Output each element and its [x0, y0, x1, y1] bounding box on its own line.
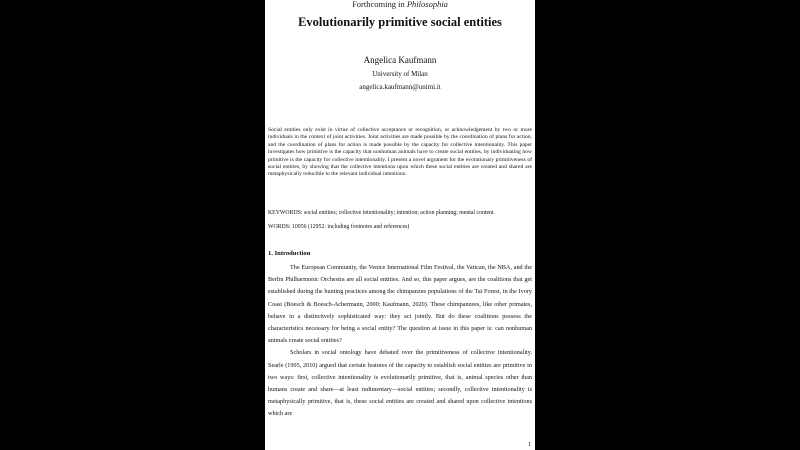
author-affiliation: University of Milan — [372, 70, 428, 78]
abstract: Social entities only exist in virtue of collective acceptance or recognition, or acknowledgement by two or more individuals in the context of joint activities. Joint activities are made possible by the coordination of plans for action, and the coordination of plans for action is made possible by the capacity for collective intentionality. This paper investigates how primitive is the capacity that nonhuman animals have to create social entities, by individuating how primitive is the capacity for collective intentionality. I present a novel argument for the evolutionary primitiveness of social entities, by showing that the collective intentions upon which these social entities are created and shared are metaphysically reducible to the relevant individual intentions. — [268, 127, 532, 178]
forthcoming-line — [265, 0, 535, 9]
author-name: Angelica Kaufmann — [363, 55, 437, 65]
journal-name: Philosophia — [406, 0, 448, 9]
document-page — [265, 0, 535, 450]
paragraph: Scholars in social ontology have debated over the primitiveness of collective intentionality. Searle (1995, 2010) argued that certain features of the capacity to establish social entities are primitive in two ways: first, collective intentionality is evolutionarily primitive, that is, animal species other than humans create and share—at least rudimentary—social entities; secondly, collective intentionality is metaphysically primitive, that is, these social entities are created and shared upon collective intentions which are — [268, 349, 532, 418]
keywords: KEYWORDS: social entities; collective intentionality; intention; action planning; mental content. — [268, 210, 495, 216]
section-heading-introduction: 1. Introduction — [268, 250, 311, 257]
word-count: WORDS: 10956 (12952: including footnotes and references) — [268, 224, 410, 230]
author-email: angelica.kaufmann@unimi.it — [359, 83, 441, 91]
paragraph: The European Community, the Venice International Film Festival, the Vatican, the NBA, and the Berlin Philharmonic Orchestra are all social entities. And so, this paper argues, are the coalitions that get established during the hunting practices among the chimpanzee populations of the Taï Forest, in the Ivory Coast (Boesch & Boesch-Achermann, 2000; Kaufmann, 2020). These chimpanzees, like other primates, behave in a distinctively sophisticated way: they act jointly. But do these coalitions possess the characteristics necessary for being a social entity? The question at issue in this paper is: can nonhuman animals create social entities? — [268, 264, 532, 345]
paper-title: Evolutionarily primitive social entities — [298, 15, 502, 29]
page-number: 1 — [528, 442, 531, 448]
body-text — [268, 262, 532, 421]
forthcoming-prefix: Forthcoming in — [352, 0, 407, 9]
